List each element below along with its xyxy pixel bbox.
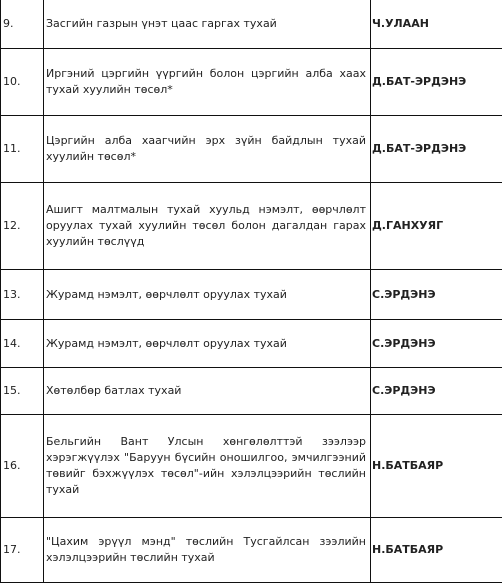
row-number: 16. — [1, 415, 44, 518]
row-number: 9. — [1, 0, 44, 49]
bill-author: Д.БАТ-ЭРДЭНЭ — [371, 49, 502, 116]
table-row — [1, 320, 502, 368]
bills-table-body — [1, 0, 502, 583]
bill-title: Цэргийн алба хаагчийн эрх зүйн байдлын тухай хуулийн төсөл* — [44, 116, 371, 183]
row-number: 11. — [1, 116, 44, 183]
bill-author: С.ЭРДЭНЭ — [371, 320, 502, 368]
table-row — [1, 0, 502, 49]
bill-title: Журамд нэмэлт, өөрчлөлт оруулах тухай — [44, 270, 371, 320]
bill-title: Бельгийн Вант Улсын хөнгөлөлттэй зээлээр хэрэгжүүлэх "Баруун бүсийн оношилгоо, эмчилгээний төвийг бэхжүүлэх төсөл"-ийн хэлэлцээрийн төслийн тухай — [44, 415, 371, 518]
bill-author: С.ЭРДЭНЭ — [371, 270, 502, 320]
bill-author: С.ЭРДЭНЭ — [371, 368, 502, 415]
row-number: 15. — [1, 368, 44, 415]
table-row — [1, 49, 502, 116]
table-row — [1, 116, 502, 183]
bill-author: Н.БАТБАЯР — [371, 415, 502, 518]
bill-author: Н.БАТБАЯР — [371, 518, 502, 583]
bill-title: Засгийн газрын үнэт цаас гаргах тухай — [44, 0, 371, 49]
table-row — [1, 270, 502, 320]
table-row — [1, 415, 502, 518]
row-number: 17. — [1, 518, 44, 583]
bill-title: Ашигт малтмалын тухай хуульд нэмэлт, өөрчлөлт оруулах тухай хуулийн төсөл болон дагалдан гарах хуулийн төслүүд — [44, 183, 371, 270]
bill-author: Ч.УЛААН — [371, 0, 502, 49]
table-row — [1, 518, 502, 583]
row-number: 14. — [1, 320, 44, 368]
bill-title: Хөтөлбөр батлах тухай — [44, 368, 371, 415]
row-number: 13. — [1, 270, 44, 320]
table-row — [1, 183, 502, 270]
bill-title: "Цахим эрүүл мэнд" төслийн Тусгайлсан зээлийн хэлэлцээрийн төслийн тухай — [44, 518, 371, 583]
bill-author: Д.БАТ-ЭРДЭНЭ — [371, 116, 502, 183]
row-number: 12. — [1, 183, 44, 270]
row-number: 10. — [1, 49, 44, 116]
bill-author: Д.ГАНХУЯГ — [371, 183, 502, 270]
table-row — [1, 368, 502, 415]
bill-title: Журамд нэмэлт, өөрчлөлт оруулах тухай — [44, 320, 371, 368]
bill-title: Иргэний цэргийн үүргийн болон цэргийн алба хаах тухай хуулийн төсөл* — [44, 49, 371, 116]
